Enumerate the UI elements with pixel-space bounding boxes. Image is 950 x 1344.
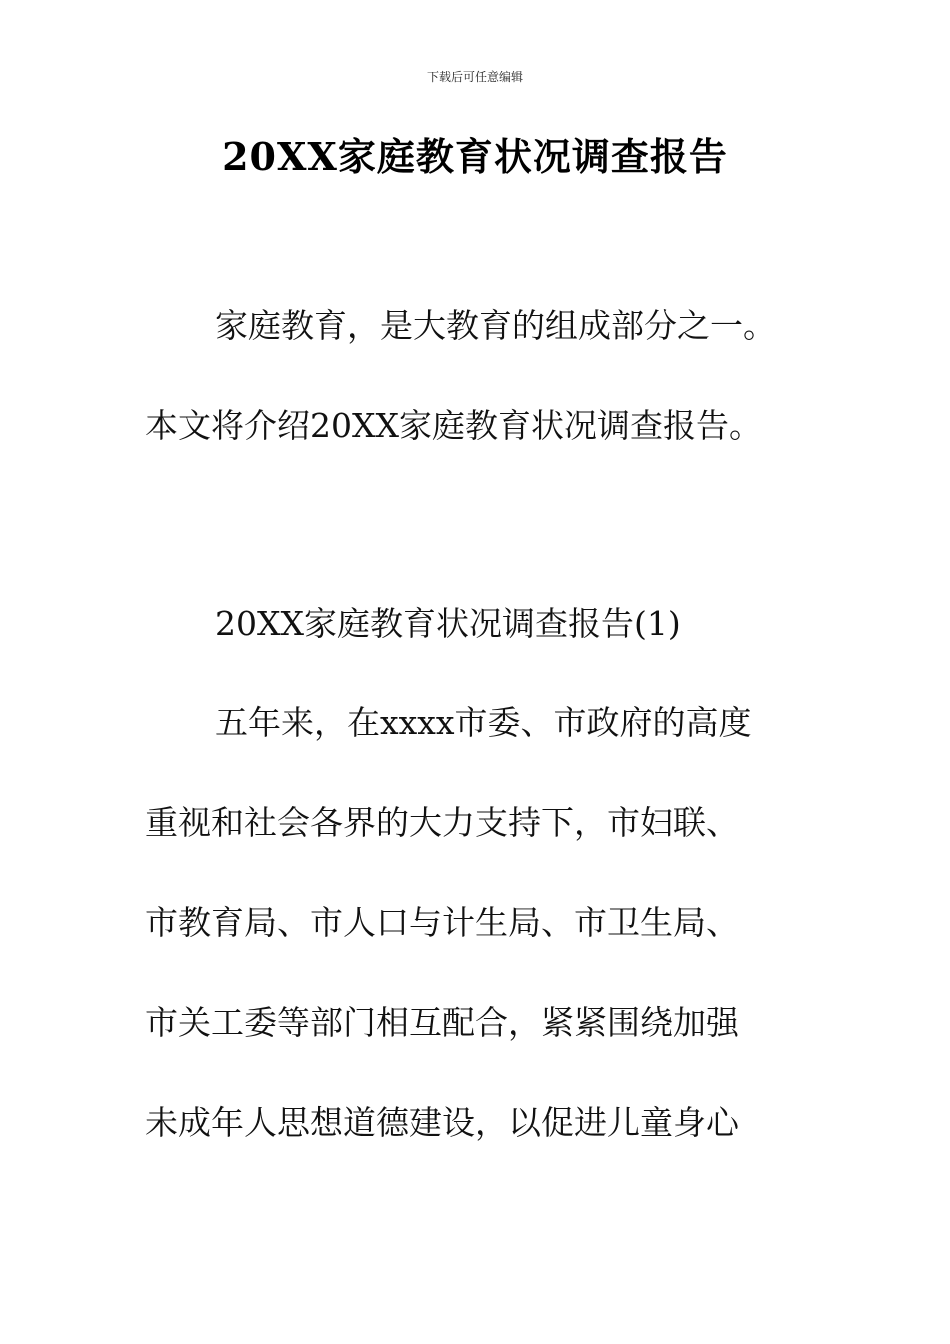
paragraph-line-3: 市教育局、市人口与计生局、市卫生局、 bbox=[145, 903, 739, 942]
paragraph-line-5: 未成年人思想道德建设，以促进儿童身心 bbox=[145, 1103, 739, 1142]
header-note: 下载后可任意编辑 bbox=[426, 70, 523, 84]
document-title: 20XX家庭教育状况调查报告 bbox=[222, 134, 728, 179]
paragraph-line-4: 市关工委等部门相互配合，紧紧围绕加强 bbox=[145, 1003, 739, 1042]
paragraph-line-2: 重视和社会各界的大力支持下，市妇联、 bbox=[145, 803, 739, 842]
intro-line-2: 本文将介绍20XX家庭教育状况调查报告。 bbox=[145, 406, 762, 445]
section-heading: 20XX家庭教育状况调查报告(1) bbox=[215, 604, 681, 643]
intro-line-1: 家庭教育，是大教育的组成部分之一。 bbox=[215, 306, 776, 345]
paragraph-line-1: 五年来，在xxxx市委、市政府的高度 bbox=[215, 703, 752, 742]
